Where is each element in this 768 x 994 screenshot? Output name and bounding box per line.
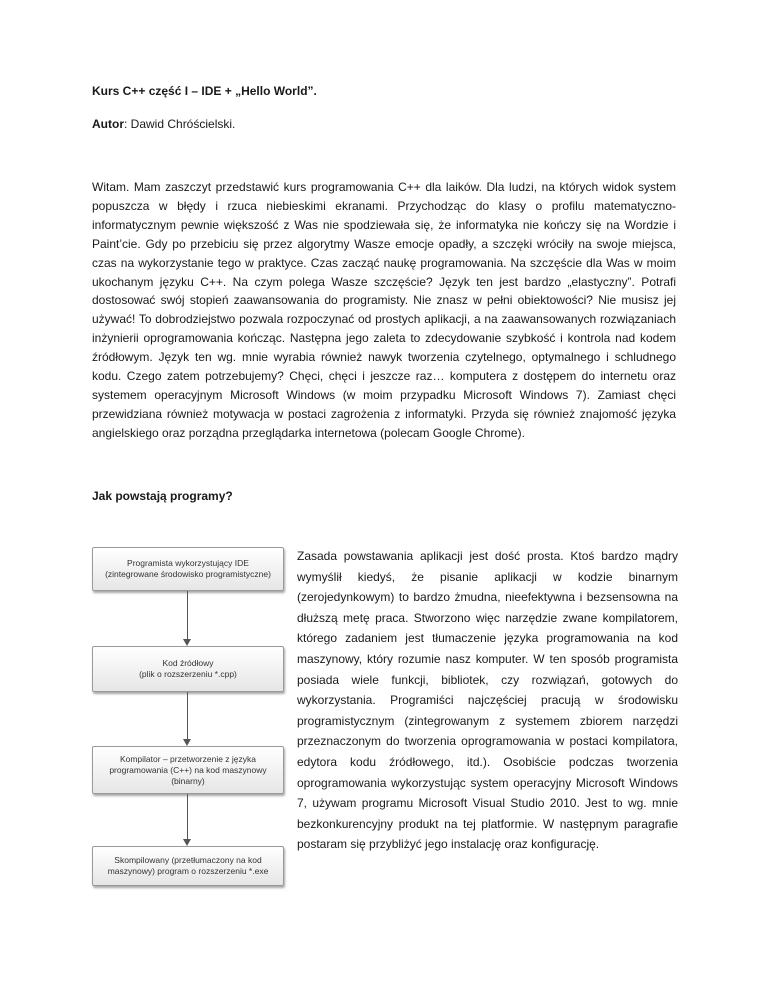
step-text: (binarny) — [171, 775, 205, 786]
arrow-down-icon — [183, 639, 191, 646]
flowchart-step-source — [92, 646, 284, 692]
step-text: Kod źródłowy — [162, 658, 214, 668]
step-text: (plik o rozszerzeniu *.cpp) — [139, 669, 237, 679]
step-text: programowania (C++) na kod maszynowy — [109, 764, 267, 775]
arrow-down-icon — [183, 839, 191, 846]
step-text: Kompilator – przetworzenie z języka — [119, 753, 257, 764]
section-heading: Jak powstają programy? — [92, 489, 233, 503]
author-name: : Dawid Chróścielski. — [124, 117, 236, 131]
intro-paragraph: Witam. Mam zaszczyt przedstawić kurs programowania C++ dla laików. Dla ludzi, na których widok system popuszcza w błędy i rzuca niebieskimi ekranami. Przychodząc do klasy o profilu matematyczno-informatycznym pewnie większość z Was nie spodziewała się, że informatyka nie kończy się na Wordzie i Paint’cie. Gdy po przebiciu się przez algorytmy Wasze emocje opadły, a szczęki wróciły na swoje miejsca, czas na wykorzystanie tego w praktyce. Czas zacząć naukę programowania. Na szczęście dla Was w moim ukochanym języku C++. Na czym polega Wasze szczęście? Język ten jest bardzo „elastyczny”. Potrafi dostosować swój stopień zaawansowania do programisty. Nie znasz w pełni obiektowości? Nie musisz jej używać! To dobrodziejstwo pozwala rozpoczynać od prostych aplikacji, a na zaawansowanych rozwiązaniach inżynierii oprogramowania kończąc. Następna jego zaleta to zdecydowanie szybkość i kontrola nad kodem źródłowym. Język ten wg. mnie wyrabia również nawyk tworzenia czytelnego, optymalnego i schludnego kodu. Czego zatem potrzebujemy? Chęci, chęci i jeszcze raz… komputera z dostępem do internetu oraz systemem operacyjnym Microsoft Windows (w moim przypadku Microsoft Windows 7). Zamiast chęci przewidziana również motywacja w postaci zagrożenia z informatyki. Przyda się również znajomość języka angielskiego oraz porządna przeglądarka internetowa (polecam Google Chrome). — [92, 180, 676, 440]
section-paragraph: Zasada powstawania aplikacji jest dość prosta. Ktoś bardzo mądry wymyślił kiedyś, że pisanie aplikacji w kodzie binarnym (zerojedynkowym) to bardzo żmudna, nieefektywna i bezsensowna na dłuższą metę praca. Stworzono więc narzędzie zwane kompilatorem, którego zadaniem jest tłumaczenie języka programowania na kod maszynowy, który rozumie nasz komputer. W ten sposób programista posiada wiele funkcji, bibliotek, czy rozwiązań, gotowych do wykorzystania. Programiści najczęściej pracują w środowisku programistycznym (zintegrowanym z systemem zbiorem narzędzi przeznaczonym do tworzenia oprogramowania w postaci kompilatora, edytora kodu źródłowego, itd.). Osobiście podczas tworzenia oprogramowania wykorzystując system operacyjny Microsoft Windows 7, używam programu Microsoft Visual Studio 2010. Jest to wg. mnie bezkonkurencyjny produkt na tej platformie. W następnym paragrafie postaram się przybliżyć jego instalację oraz konfigurację. — [297, 549, 678, 852]
flowchart-step-ide — [92, 547, 284, 591]
arrow-down-icon — [183, 739, 191, 746]
author-line — [92, 117, 235, 131]
flow-arrow-line — [187, 692, 188, 740]
document-title: Kurs C++ część I – IDE + „Hello World”. — [92, 84, 317, 98]
step-text: (zintegrowane środowisko programistyczne) — [105, 569, 271, 579]
step-text: Skompilowany (przetłumaczony na kod — [114, 855, 262, 865]
author-label: Autor — [92, 117, 124, 131]
flow-arrow-line — [187, 794, 188, 840]
step-text: maszynowy) program o rozszerzeniu *.exe — [107, 866, 269, 876]
flow-arrow-line — [187, 591, 188, 640]
flowchart-step-compiler — [92, 746, 284, 794]
flowchart-step-executable — [92, 846, 284, 886]
step-text: Programista wykorzystujący IDE — [127, 558, 249, 568]
